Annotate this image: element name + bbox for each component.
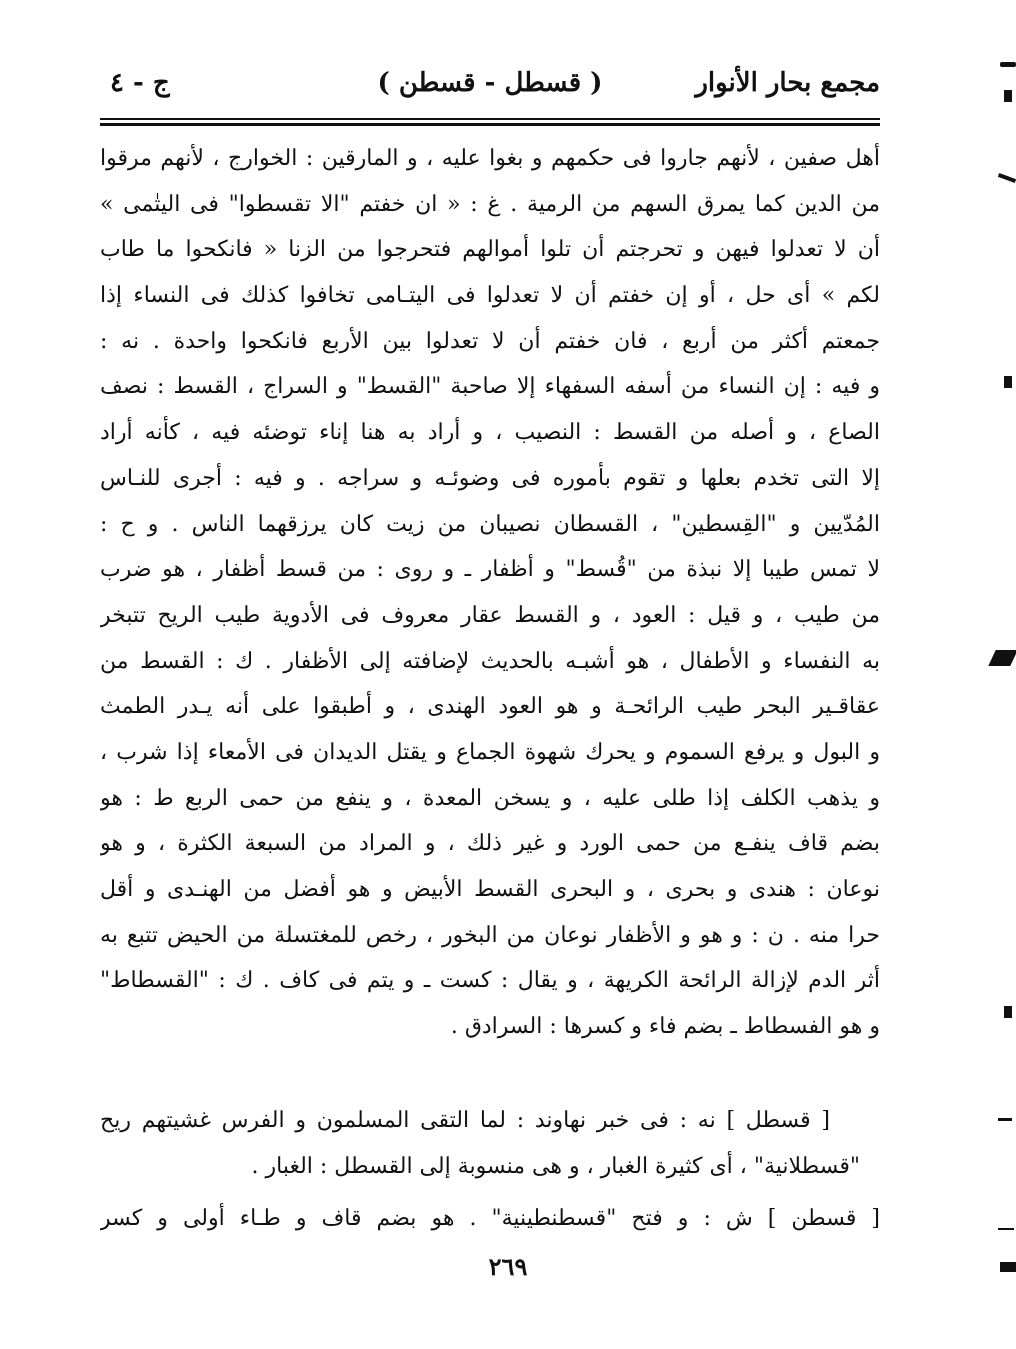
page-number: ٢٦٩ xyxy=(488,1252,528,1281)
entry-qastan-line-1: [ قسطن ] ش : و فتح "قسطنطينية" . هو بضم قاف و طـاء أولى و كسر xyxy=(100,1206,880,1231)
text-line: أن لا تعدلوا فيهن و تحرجتم أن تلوا أموالهم فتحرجوا من الزنا « فانكحوا ما طاب xyxy=(100,237,880,263)
text-line: أثر الدم لإزالة الرائحة الكريهة ، و يقال : كست ـ و يتم فى كاف . ك : "القسطاط" xyxy=(100,968,880,994)
text-line: نوعان : هندى و بحرى ، و البحرى القسط الأبيض و هو أفضل من الهنـدى و أقل xyxy=(100,877,880,902)
text-line: عقاقـير البحر طيب الرائحـة و هو العود الهندى ، و أطبقوا على أنه يـدر الطمث xyxy=(100,694,880,720)
text-line: و فيه : إن النساء من أسفه السفهاء إلا صاحبة "القسط" و السراج ، القسط : نصف xyxy=(100,374,880,400)
entry-qastal xyxy=(100,1098,880,1190)
text-line: بضم قاف ينفـع من حمى الورد و غير ذلك ، و المراد من السبعة الكثرة ، و هو xyxy=(100,831,880,857)
margin-scan-mark xyxy=(998,1118,1012,1121)
text-line: الصاع ، و أصله من القسط : النصيب ، و أراد به هنا إناء توضئه فيه ، كأنه أراد xyxy=(100,420,880,446)
volume-label: ج - ٤ xyxy=(110,68,170,98)
text-line: حرا منه . ن : و هو و الأظفار نوعان من البخور ، رخص للمغتسلة من الحيض تتبع به xyxy=(100,922,880,948)
running-header xyxy=(100,62,880,112)
text-line: جمعتم أكثر من أربع ، فان خفتم أن لا تعدلوا بين الأربع فانكحوا واحدة . نه : xyxy=(100,328,880,354)
entry-qastan xyxy=(100,1196,880,1242)
margin-scan-mark xyxy=(998,1228,1014,1230)
book-title: مجمع بحار الأنوار xyxy=(695,68,880,98)
text-line: لكم » أى حل ، أو إن خفتم أن لا تعدلوا فى اليتـامى تخافوا كذلك فى النساء إذا xyxy=(100,283,880,309)
entry-qastal-line-2: "قسطلانية" ، أى كثيرة الغبار ، و هى منسوبة إلى القسطل : الغبار . xyxy=(251,1154,860,1179)
header-rule-thick xyxy=(100,123,880,126)
margin-scan-mark xyxy=(1000,1262,1016,1272)
text-line: أهل صفين ، لأنهم جاروا فى حكمهم و بغوا عليه ، و المارقين : الخوارج ، لأنهم مرقوا xyxy=(100,146,880,171)
margin-scan-mark xyxy=(1000,62,1016,67)
text-line: من الدين كما يمرق السهم من الرمية . غ : « ان خفتم "الا تقسطوا" فى اليتٰمى » xyxy=(100,191,880,217)
text-line: من طيب ، و قيل : العود ، و القسط عقار معروف فى الأدوية طيب الريح تتبخر xyxy=(100,602,880,628)
margin-scan-mark xyxy=(1004,376,1012,388)
text-line: لا تمس طيبا إلا نبذة من "قُسط" و أظفار ـ و روى : من قسط أظفار ، هو ضرب xyxy=(100,557,880,583)
margin-scan-mark xyxy=(998,173,1016,183)
text-line: و يذهب الكلف إذا طلى عليه ، و يسخن المعدة ، و ينفع من حمى الربع ط : هو xyxy=(100,785,880,811)
main-text xyxy=(100,136,880,1050)
text-line: به النفساء و الأطفال ، هو أشبـه بالحديث لإضافته إلى الأظفار . ك : القسط من xyxy=(100,648,880,674)
text-line: و البول و يرفع السموم و يحرك شهوة الجماع و يقتل الديدان فى الأمعاء إذا شرب ، xyxy=(100,739,880,765)
entry-qastal-line-1: [ قسطل ] نه : فى خبر نهاوند : لما التقى المسلمون و الفرس غشيتهم ريح xyxy=(100,1108,831,1133)
text-line: المُدّيين و "القِسطين" ، القسطان نصيبان من زيت كان يرزقهما الناس . و ح : xyxy=(100,511,880,537)
margin-scan-mark xyxy=(1004,90,1012,102)
section-title: ( قسطل - قسطن ) xyxy=(377,68,603,98)
margin-scan-mark xyxy=(1004,1006,1012,1018)
text-line: و هو الفسطاط ـ بضم فاء و كسرها : السرادق . xyxy=(450,1014,880,1040)
text-line: إلا التى تخدم بعلها و تقوم بأموره فى وضوئـه و سراجه . و فيه : أجرى للنـاس xyxy=(100,465,880,491)
header-rule-thin xyxy=(100,118,880,120)
margin-scan-mark xyxy=(988,650,1016,666)
